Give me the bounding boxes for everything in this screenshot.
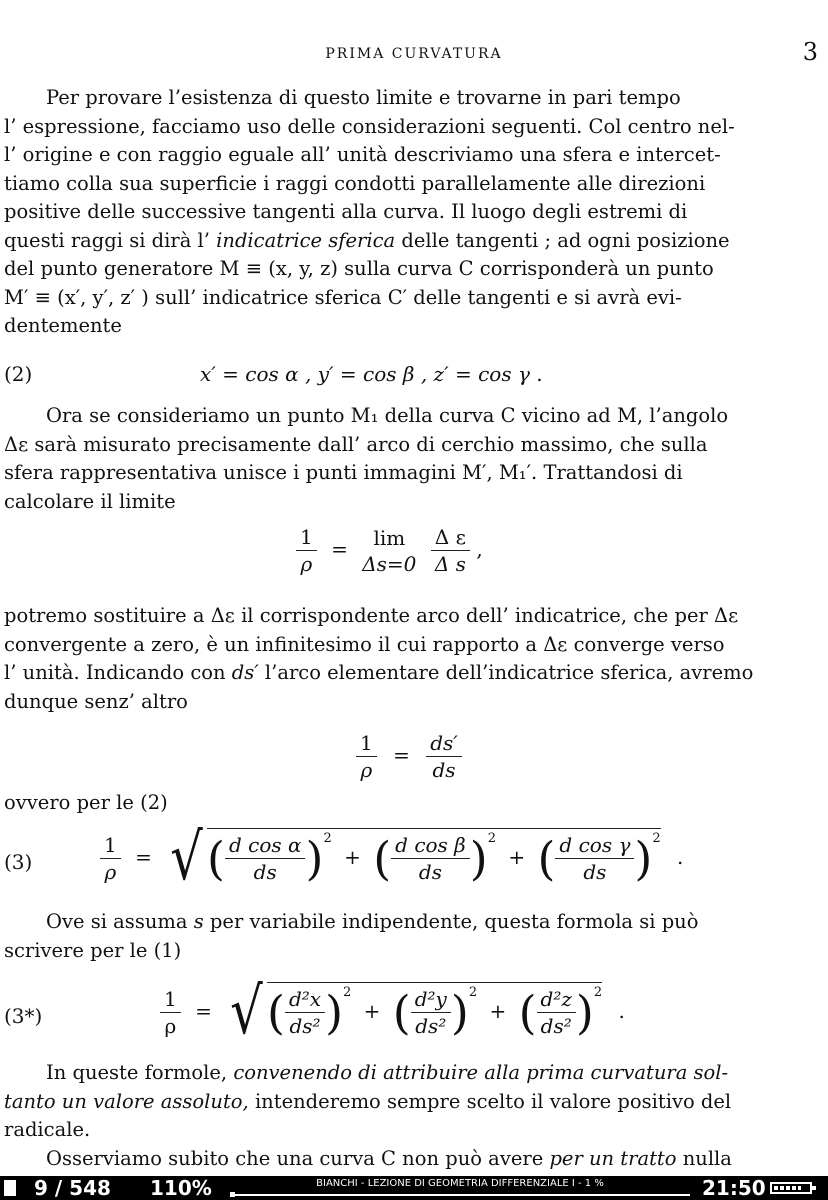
numerator: d²x [285, 986, 325, 1013]
plus-sign: + [489, 998, 507, 1023]
denominator: ρ [300, 552, 313, 576]
plus-sign: + [508, 844, 526, 869]
denominator: ds [583, 859, 607, 884]
numerator: d cos α [225, 832, 306, 859]
battery-level [774, 1186, 801, 1190]
equation-label: (3) [4, 850, 33, 874]
denominator: ρ [164, 1013, 177, 1038]
numerator: d²z [537, 986, 576, 1013]
denominator: ρ [104, 859, 117, 884]
fraction [296, 524, 317, 577]
page-number: 3 [802, 38, 818, 66]
denominator: Δ s [434, 552, 466, 576]
punctuation: . [677, 844, 684, 869]
paragraph-7 [4, 1145, 824, 1174]
lim-text: lim [373, 525, 406, 550]
zoom-level[interactable]: 110% [150, 1176, 212, 1200]
denominator: ds² [415, 1013, 447, 1038]
italic-term: per un tratto [549, 1147, 677, 1170]
lim-condition: Δs=0 [362, 551, 417, 576]
plus-sign: + [363, 998, 381, 1023]
text-run: nulla [676, 1147, 732, 1170]
text-run: Ove si assuma [46, 910, 194, 933]
numerator: 1 [356, 730, 377, 757]
fraction [160, 986, 181, 1039]
italic-term: tanto un valore assoluto, [4, 1089, 249, 1113]
equals-sign: = [135, 844, 152, 869]
exponent: 2 [652, 830, 661, 846]
paragraph-1 [4, 84, 824, 341]
plus-sign: + [344, 844, 361, 869]
text-line: Per provare l’esistenza di questo limite e trovarne in pari tempo [46, 86, 681, 109]
text-line [4, 1059, 824, 1088]
fraction [431, 524, 470, 577]
equation-2: x′ = cos α , y′ = cos β , z′ = cos γ . [200, 362, 543, 386]
text-line [4, 908, 824, 937]
text-line: Ora se consideriamo un punto M₁ della curva C vicino ad M, l’angolo [46, 404, 729, 427]
italic-term: indicatrice sferica [216, 228, 396, 252]
status-bar [0, 1176, 828, 1200]
paragraph-3 [4, 602, 824, 716]
numerator: ds′ [426, 730, 462, 757]
radicand: ( $\frac{\text{d²x}}{\text{ds²}}$ )$^2$ + ( $\frac{\text{d²y}}{\text{ds²}}$ )$^2$ + ( $\frac{\text{d²z}}{\text{ds²}}$ )$^2$ [267, 982, 602, 1040]
text-run: delle tangenti ; ad ogni posizione [395, 228, 730, 252]
text-line: positive delle successive tangenti alla curva. Il luogo degli estremi di [4, 200, 688, 223]
text-line: ovvero per le (2) [4, 791, 168, 814]
exponent: 2 [487, 830, 496, 846]
equation-label: (3*) [4, 1004, 43, 1028]
paragraph-4 [4, 789, 824, 818]
italic-term: s [193, 910, 204, 933]
numerator: d²y [411, 986, 451, 1013]
text-line [4, 1088, 824, 1117]
punctuation: . [618, 998, 625, 1023]
reading-progress-fill [230, 1192, 235, 1197]
ds-equation [356, 730, 462, 783]
equation-label: (2) [4, 362, 33, 386]
paragraph-5 [4, 908, 824, 965]
limit-operator [362, 525, 416, 577]
text-run: questi raggi si dirà l’ [4, 228, 217, 252]
denominator: ds² [289, 1013, 321, 1038]
text-run: per variabile indipendente, questa formola si può [203, 910, 699, 933]
document-title: BIANCHI - LEZIONE DI GEOMETRIA DIFFERENZIALE I - 1 % [316, 1178, 604, 1189]
fraction [285, 986, 325, 1039]
radicand: ( $\frac{\text{d cos α}}{ds}$ )$^2$ + ( $\frac{\text{d cos β}}{ds}$ )$^2$ + ( $\frac{\text{d cos γ}}{ds}$ )$^2$ [207, 828, 661, 886]
denominator: ds² [540, 1013, 572, 1038]
battery-icon [770, 1182, 812, 1194]
text-line: dunque senz’ altro [4, 689, 188, 713]
numerator: 1 [160, 986, 181, 1013]
equation-3-star [160, 975, 625, 1049]
text-line: convergente a zero, è un infinitesimo il cui rapporto a Δε converge verso [4, 632, 725, 656]
clock: 21:50 [702, 1176, 766, 1200]
running-title: PRIMA CURVATURA [325, 46, 503, 62]
exponent: 2 [593, 984, 603, 1000]
text-line: del punto generatore M ≡ (x, y, z) sulla curva C corrisponderà un punto [4, 257, 714, 280]
paragraph-2 [4, 402, 824, 516]
numerator: d cos γ [555, 832, 634, 859]
text-line: radicale. [4, 1118, 91, 1141]
denominator: ds [432, 758, 456, 782]
text-run: In queste formole, [46, 1061, 234, 1084]
radical-sign: √ [170, 821, 203, 895]
exponent: 2 [323, 830, 332, 846]
denominator: ρ [360, 758, 373, 782]
italic-term: ds′ [231, 661, 259, 684]
fraction [537, 986, 576, 1039]
paragraph-6 [4, 1059, 824, 1145]
equals-sign: = [195, 998, 212, 1023]
text-run: l’arco elementare dell’indicatrice sferica, avremo [258, 661, 754, 684]
text-run: l’ unità. Indicando con [4, 661, 232, 684]
text-line: M′ ≡ (x′, y′, z′ ) sull’ indicatrice sferica C′ delle tangenti e si avrà evi- [4, 285, 682, 309]
limit-equation [296, 524, 483, 577]
page-counter[interactable]: 9 / 548 [34, 1176, 111, 1200]
text-line [4, 227, 824, 256]
numerator: 1 [100, 832, 121, 859]
text-line: dentemente [4, 314, 122, 337]
bookmark-icon[interactable] [4, 1180, 16, 1196]
equation-3 [100, 821, 684, 895]
text-line: scrivere per le (1) [4, 938, 182, 962]
text-line [4, 659, 824, 688]
text-line: tiamo colla sua superficie i raggi condotti parallelamente alle direzioni [4, 171, 706, 195]
fraction [426, 730, 462, 783]
fraction [100, 832, 121, 885]
text-line: Δε sarà misurato precisamente dall’ arco di cerchio massimo, che sulla [4, 432, 708, 456]
punctuation: , [476, 537, 483, 561]
reading-progress-bar[interactable] [230, 1194, 690, 1196]
fraction [555, 832, 634, 885]
fraction [225, 832, 306, 885]
exponent: 2 [343, 984, 352, 1000]
text-run: Osserviamo subito che una curva C non può avere [46, 1147, 550, 1170]
text-line: potremo sostituire a Δε il corrispondente arco dell’ indicatrice, che per Δε [4, 604, 739, 627]
text-line [4, 1145, 824, 1174]
numerator: 1 [296, 524, 317, 551]
fraction [356, 730, 377, 783]
text-run: intenderemo sempre scelto il valore positivo del [248, 1089, 732, 1113]
text-line: l’ origine e con raggio eguale all’ unità descriviamo una sfera e intercet- [4, 143, 721, 166]
radical-sign: √ [230, 975, 263, 1049]
denominator: ds [418, 859, 442, 884]
equals-sign: = [331, 537, 348, 561]
text-line: l’ espressione, facciamo uso delle considerazioni seguenti. Col centro nel- [4, 114, 735, 138]
italic-term: convenendo di attribuire alla prima curvatura sol- [233, 1061, 729, 1084]
text-line: sfera rappresentativa unisce i punti immagini M′, M₁′. Trattandosi di [4, 461, 683, 484]
fraction [391, 832, 470, 885]
numerator: Δ ε [431, 524, 470, 551]
exponent: 2 [468, 984, 478, 1000]
text-line: calcolare il limite [4, 489, 176, 513]
equals-sign: = [393, 743, 410, 767]
fraction [411, 986, 451, 1039]
numerator: d cos β [391, 832, 470, 859]
denominator: ds [253, 859, 277, 884]
